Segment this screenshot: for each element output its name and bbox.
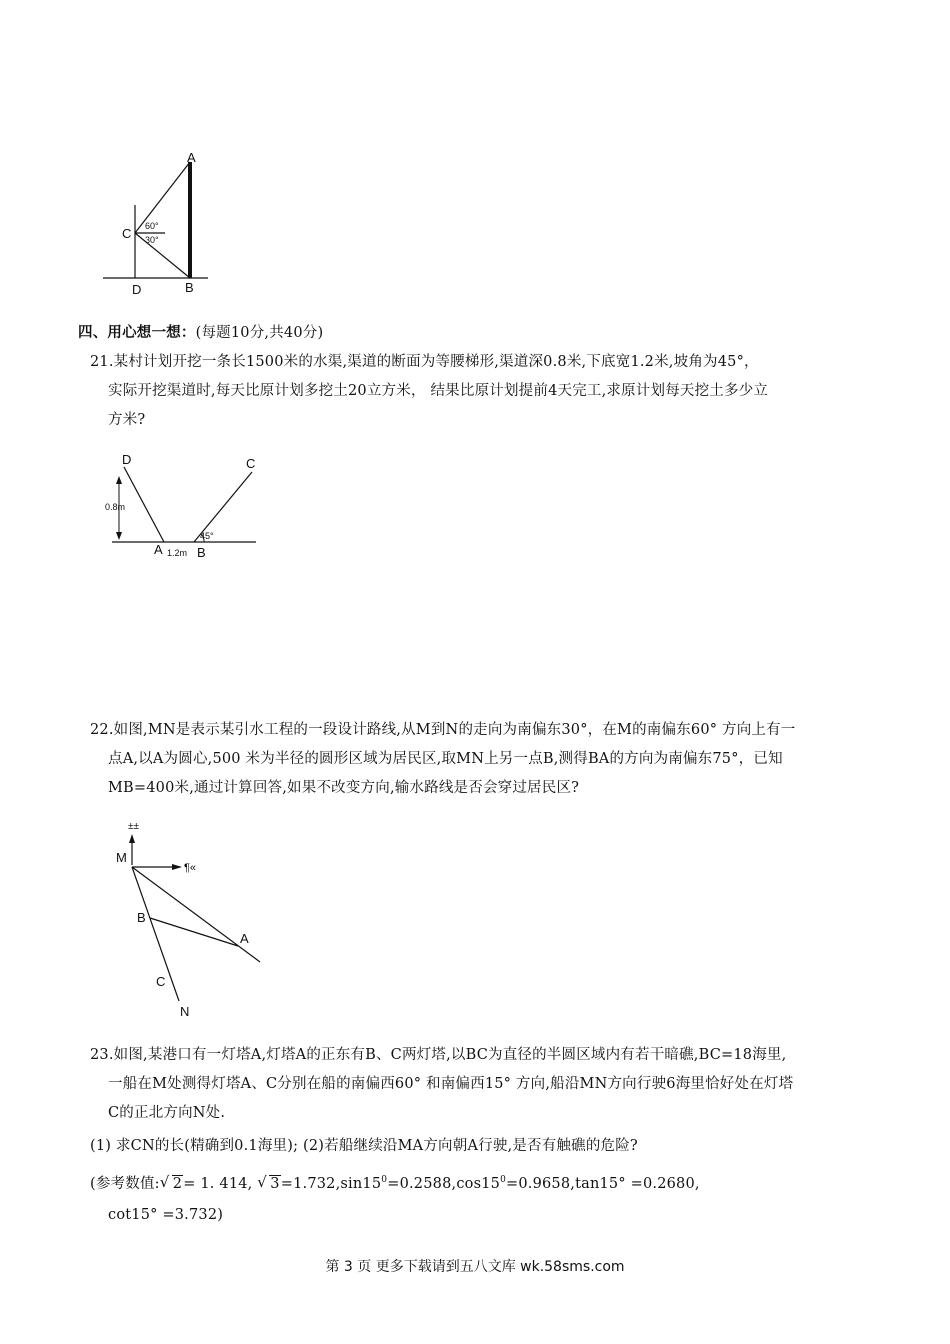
section-title: 四、用心想一想：	[78, 325, 196, 341]
line-ca	[135, 162, 190, 233]
q23-line-2: 一船在M处测得灯塔A、C分别在船的南偏西60° 和南偏西15° 方向,船沿MN方向行驶6海里恰好处在灯塔	[108, 1076, 794, 1092]
width-label: 1.2m	[167, 548, 188, 558]
angle-60: 60°	[145, 221, 159, 231]
arrow-down	[116, 532, 122, 540]
q23-reference-line-2: cot15° =3.732)	[108, 1207, 224, 1223]
label-a: A	[187, 150, 196, 165]
ref-v3: =1.732,sin15	[280, 1175, 382, 1192]
figure-q21	[100, 450, 270, 565]
q22-line-3: MB=400米,通过计算回答,如果不改变方向,输水路线是否会穿过居民区?	[108, 780, 580, 796]
ref-v4: =0.2588,cos15	[387, 1175, 501, 1192]
label-c: C	[246, 456, 256, 471]
label-m: M	[116, 850, 127, 865]
north-arrowhead	[129, 834, 135, 843]
label-c: C	[156, 974, 166, 989]
ref-v5: =0.9658,tan15° =0.2680,	[506, 1175, 700, 1192]
q23-line-4: (1) 求CN的长(精确到0.1海里); (2)若船继续沿MA方向朝A行驶,是否有触礁的危险?	[90, 1138, 638, 1154]
ref-deg-1: 0	[381, 1175, 388, 1185]
q21-line-3: 方米?	[108, 412, 146, 428]
label-d: D	[122, 452, 132, 467]
east-label: ¶«	[184, 862, 197, 874]
q23-reference-values	[90, 1166, 700, 1199]
label-b: B	[137, 910, 146, 925]
ref-deg-2: 0	[500, 1175, 506, 1185]
sqrt-3: √ 3	[259, 1170, 280, 1199]
figure-q22	[108, 815, 278, 1025]
label-b: B	[185, 280, 194, 295]
angle-label: 45°	[200, 531, 214, 541]
q22-line-2: 点A,以A为圆心,500 米为半径的圆形区域为居民区,取MN上另一点B,测得BA的方向为南偏东75°，已知	[108, 751, 783, 767]
slope-da	[124, 467, 164, 542]
page-footer: 第 3 页 更多下载请到五八文库 wk.58sms.com	[325, 1259, 625, 1275]
arrow-up	[116, 476, 122, 484]
label-b: B	[197, 545, 206, 560]
ref-v2: = 1. 414,	[183, 1175, 253, 1192]
label-c: C	[122, 226, 132, 241]
line-cb	[135, 233, 190, 278]
section-heading	[78, 319, 323, 348]
label-a: A	[154, 542, 163, 557]
q23-line-3: C的正北方向N处.	[108, 1105, 226, 1121]
east-arrowhead	[172, 864, 182, 870]
label-d: D	[132, 282, 142, 297]
q23-line-1: 23.如图,某港口有一灯塔A,灯塔A的正东有B、C两灯塔,以BC为直径的半圆区域内有若干暗礁,BC=18海里,	[90, 1047, 787, 1063]
sqrt-2: √ 2	[162, 1170, 183, 1199]
q21-line-1: 21.某村计划开挖一条长1500米的水渠,渠道的断面为等腰梯形,渠道深0.8米,下底宽1.2米,坡角为45°，	[90, 354, 759, 370]
ref-prefix: (参考数值:	[90, 1175, 160, 1192]
q21-line-2: 实际开挖渠道时,每天比原计划多挖土20立方米， 结果比原计划提前4天完工,求原计划每天挖土多少立	[108, 383, 769, 399]
line-ma	[132, 867, 260, 962]
label-n: N	[180, 1004, 190, 1019]
label-a: A	[240, 931, 249, 946]
depth-label: 0.8m	[105, 502, 126, 512]
north-label: ±±	[128, 821, 139, 832]
section-note: (每题10分,共40分)	[195, 325, 324, 341]
q22-line-1: 22.如图,MN是表示某引水工程的一段设计路线,从M到N的走向为南偏东30°，在M的南偏东60° 方向上有一	[90, 722, 796, 738]
line-ba	[150, 918, 238, 946]
angle-30: 30°	[145, 235, 159, 245]
figure-q20	[95, 145, 225, 305]
